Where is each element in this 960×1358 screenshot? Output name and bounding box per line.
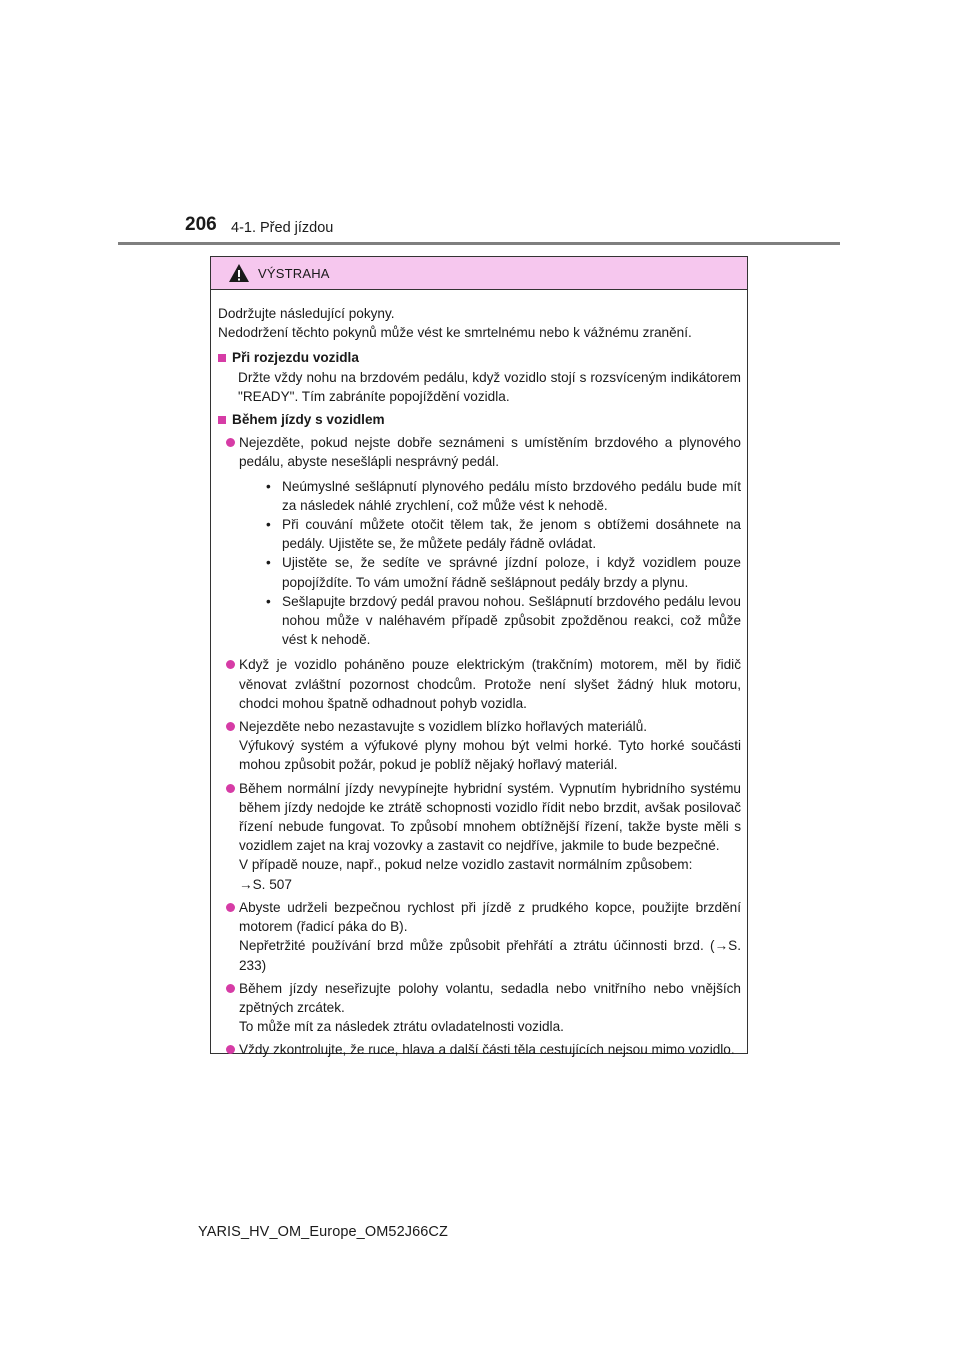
page-number: 206 bbox=[185, 214, 217, 235]
bullet-item bbox=[218, 898, 741, 975]
warning-body bbox=[211, 290, 747, 1060]
round-bullet-icon bbox=[226, 722, 235, 731]
section-text: Držte vždy nohu na brzdovém pedálu, když vozidlo stojí s rozsvíceným indikátorem "READY". Tím zabráníte popojíždění vozidla. bbox=[238, 369, 741, 404]
bullet-text bbox=[239, 898, 741, 975]
warning-box bbox=[210, 256, 748, 1058]
bullet-item bbox=[218, 779, 741, 894]
bullet-item bbox=[218, 717, 741, 775]
section-heading: Při rozjezdu vozidla bbox=[232, 350, 359, 366]
bullet-para: Abyste udrželi bezpečnou rychlost při jízdě z prudkého kopce, použijte brzdění motorem (řadicí páka do B). bbox=[239, 899, 741, 935]
round-bullet-icon bbox=[226, 660, 235, 669]
bullet-item bbox=[218, 1040, 741, 1059]
sub-bullet-icon: • bbox=[266, 593, 271, 609]
bullet-para: Nejezděte nebo nezastavujte s vozidlem blízko hořlavých materiálů. bbox=[239, 719, 648, 735]
bullet-text bbox=[239, 655, 741, 713]
section-heading: Během jízdy s vozidlem bbox=[232, 412, 385, 428]
section-driving bbox=[218, 410, 741, 429]
intro-line: Dodržujte následující pokyny. bbox=[218, 306, 395, 321]
warning-header bbox=[211, 257, 747, 290]
bullet-para: Nepřetržité používání brzd může způsobit přehřátí a ztrátu účinnosti brzd. (→S. 233) bbox=[239, 938, 741, 973]
sub-bullet-icon: • bbox=[266, 555, 271, 571]
bullet-text bbox=[239, 1040, 741, 1059]
sub-text: Při couvání můžete otočit tělem tak, že jenom s obtížemi dosáhnete na pedály. Ujistěte se, že můžete pedály řádně ovládat. bbox=[282, 517, 741, 552]
square-bullet-icon bbox=[218, 354, 226, 362]
sub-item bbox=[260, 553, 741, 591]
bullet-text bbox=[239, 433, 741, 651]
warning-intro bbox=[218, 304, 741, 342]
bullet-item bbox=[218, 979, 741, 1037]
round-bullet-icon bbox=[226, 984, 235, 993]
sub-text: Sešlapujte brzdový pedál pravou nohou. Sešlápnutí brzdového pedálu levou nohou může v naléhavém případě způsobit zpožděnou reakci, což může vést k nehodě. bbox=[282, 593, 741, 648]
round-bullet-icon bbox=[226, 438, 235, 447]
sub-item bbox=[260, 477, 741, 515]
bullet-para: To může mít za následek ztrátu ovladatelnosti vozidla. bbox=[239, 1019, 564, 1035]
header-rule bbox=[118, 242, 840, 245]
sub-item bbox=[260, 592, 741, 650]
round-bullet-icon bbox=[226, 903, 235, 912]
sub-text: Neúmyslné sešlápnutí plynového pedálu místo brzdového pedálu bude mít za následek náhlé zrychlení, což může vést k nehodě. bbox=[282, 478, 741, 513]
bullet-item bbox=[218, 433, 741, 651]
warning-label: VÝSTRAHA bbox=[258, 265, 330, 281]
bullet-item bbox=[218, 655, 741, 713]
bullet-para: V případě nouze, např., pokud nelze vozidlo zastavit normálním způsobem: bbox=[239, 857, 693, 873]
square-bullet-icon bbox=[218, 416, 226, 424]
section-title: 4-1. Před jízdou bbox=[231, 220, 334, 236]
sub-bullet-icon: • bbox=[266, 517, 271, 533]
bullet-para: Během jízdy neseřizujte polohy volantu, sedadla nebo vnitřního nebo vnějších zpětných zrcátek. bbox=[239, 980, 741, 1015]
bullet-text bbox=[239, 779, 741, 894]
intro-line: Nedodržení těchto pokynů může vést ke smrtelnému nebo k vážnému zranění. bbox=[218, 325, 692, 341]
section-start bbox=[218, 348, 741, 367]
round-bullet-icon bbox=[226, 1045, 235, 1054]
bullet-text bbox=[239, 979, 741, 1037]
bullet-para: Nejezděte, pokud nejste dobře seznámeni s umístěním brzdového a plynového pedálu, abyste nesešlápli nesprávný pedál. bbox=[239, 435, 741, 470]
sub-list bbox=[239, 477, 741, 650]
bullet-para: Vždy zkontrolujte, že ruce, hlava a další části těla cestujících nejsou mimo vozidlo. bbox=[239, 1042, 735, 1058]
sub-bullet-icon: • bbox=[266, 478, 271, 494]
sub-item bbox=[260, 515, 741, 553]
sub-text: Ujistěte se, že sedíte ve správné jízdní poloze, i když vozidlem pouze popojíždíte. To vám umožní řádně sešlápnout pedály brzdy a plynu. bbox=[282, 555, 741, 590]
bullet-para: Během normální jízdy nevypínejte hybridní systém. Vypnutím hybridního systému během jízdy nedojde ke ztrátě schopnosti vozidlo řídit nebo brzdit, avšak posilovač řízení nebude fungovat. To způsobí mnohem obtížnější řízení, takže byste měli s vozidlem zajet na kraj vozovky a zastavit co nejdříve, jakmile to bude bezpečné. bbox=[239, 780, 741, 854]
page-reference-link[interactable]: →S. 507 bbox=[239, 876, 292, 892]
warning-triangle-icon bbox=[228, 263, 250, 283]
bullet-text bbox=[239, 717, 741, 775]
bullet-para: Když je vozidlo poháněno pouze elektrickým (trakčním) motorem, měl by řidič věnovat zvláštní pozornost chodcům. Protože není slyšet žádný hluk motoru, chodci mohou špatně odhadnout pohyb vozidla. bbox=[239, 657, 741, 711]
bullet-para: Výfukový systém a výfukové plyny mohou být velmi horké. Tyto horké součásti mohou způsobit požár, pokud je poblíž nějaký hořlavý materiál. bbox=[239, 738, 741, 773]
round-bullet-icon bbox=[226, 784, 235, 793]
footer-doc-id: YARIS_HV_OM_Europe_OM52J66CZ bbox=[198, 1224, 448, 1240]
